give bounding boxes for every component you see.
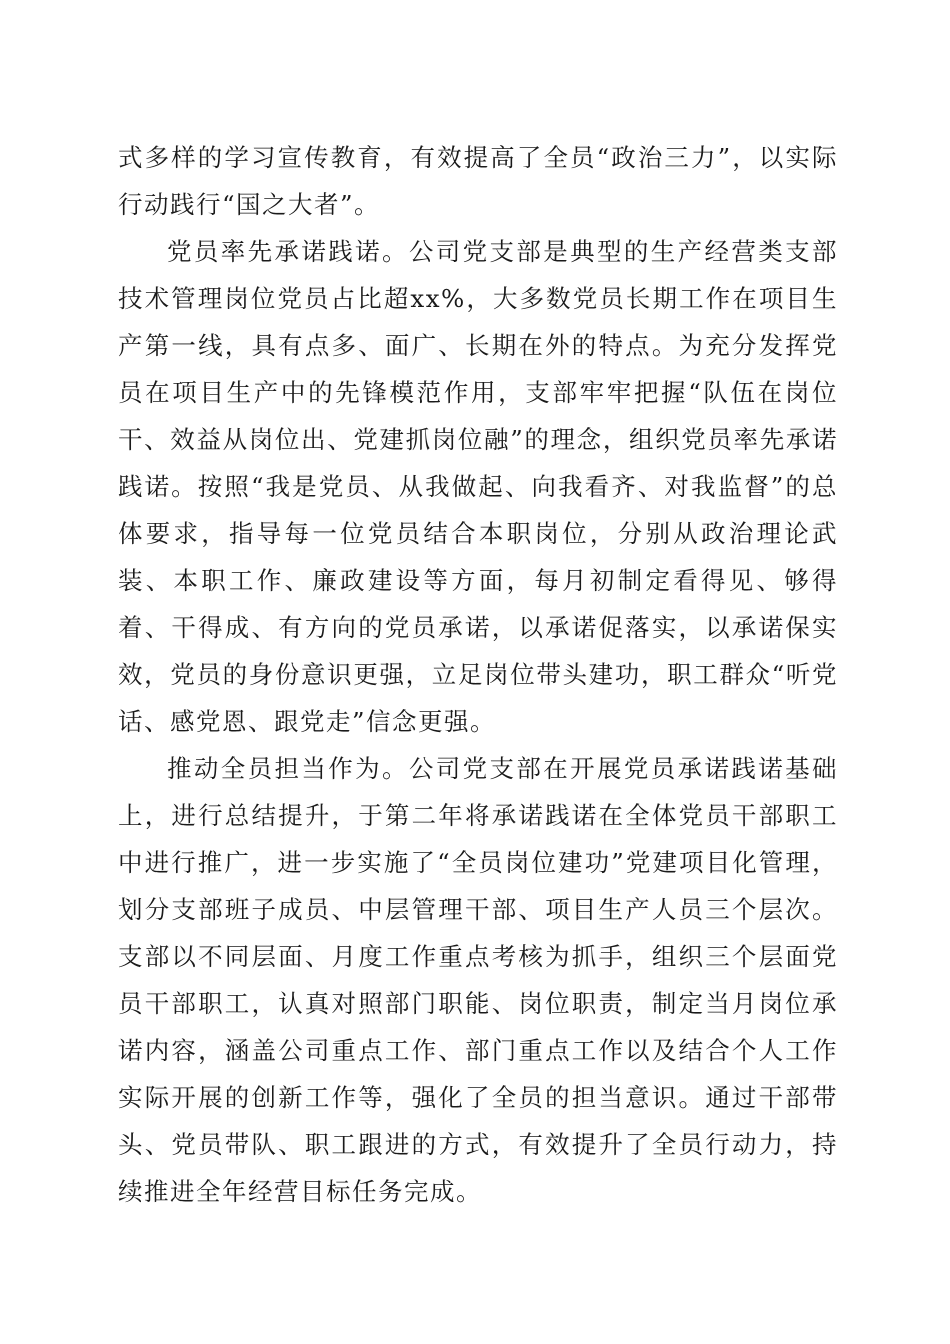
document-page: [118, 134, 838, 1215]
paragraph-continuation: 式多样的学习宣传教育，有效提高了全员“政治三力”，以实际行动践行“国之大者”。: [118, 143, 838, 219]
paragraph-party-member-commitment: 党员率先承诺践诺。公司党支部是典型的生产经营类支部技术管理岗位党员占比超xx%，大多数党员长期工作在项目生产第一线，具有点多、面广、长期在外的特点。为充分发挥党员在项目生产中的先锋模范作用，支部牢牢把握“队伍在岗位干、效益从岗位出、党建抓岗位融”的理念，组织党员率先承诺践诺。按照“我是党员、从我做起、向我看齐、对我监督”的总体要求，指导每一位党员结合本职岗位，分别从政治理论武装、本职工作、廉政建设等方面，每月初制定看得见、够得着、干得成、有方向的党员承诺，以承诺促落实，以承诺保实效，党员的身份意识更强，立足岗位带头建功，职工群众“听党话、感党恩、跟党走”信念更强。: [118, 237, 838, 736]
paragraph-all-staff-responsibility: 推动全员担当作为。公司党支部在开展党员承诺践诺基础上，进行总结提升，于第二年将承诺践诺在全体党员干部职工中进行推广，进一步实施了“全员岗位建功”党建项目化管理，划分支部班子成员、中层管理干部、项目生产人员三个层次。支部以不同层面、月度工作重点考核为抓手，组织三个层面党员干部职工，认真对照部门职能、岗位职责，制定当月岗位承诺内容，涵盖公司重点工作、部门重点工作以及结合个人工作实际开展的创新工作等，强化了全员的担当意识。通过干部带头、党员带队、职工跟进的方式，有效提升了全员行动力，持续推进全年经营目标任务完成。: [118, 754, 838, 1206]
